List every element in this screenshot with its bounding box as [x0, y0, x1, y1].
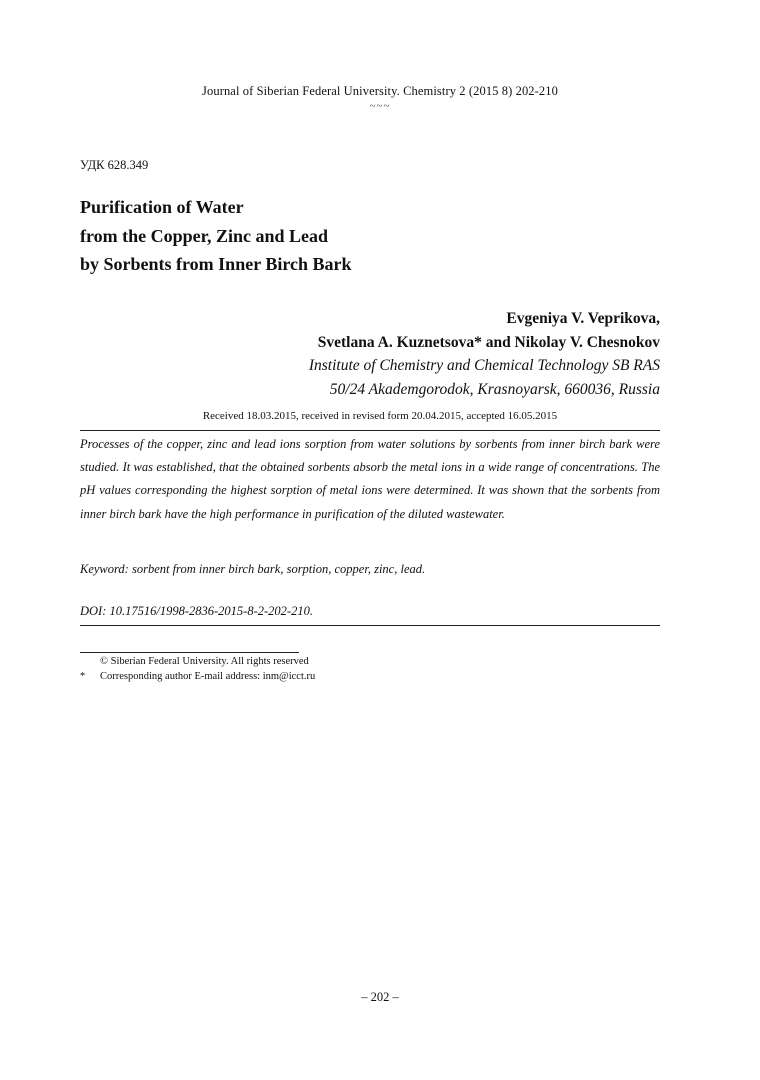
- author-line-1: Evgeniya V. Veprikova,: [506, 310, 660, 327]
- keywords: Keyword: sorbent from inner birch bark, sorption, copper, zinc, lead.: [80, 562, 426, 576]
- title-line-1: Purification of Water: [80, 197, 244, 217]
- footnote-copyright: [80, 656, 309, 667]
- author-block: [100, 307, 660, 401]
- title-line-3: by Sorbents from Inner Birch Bark: [80, 254, 352, 274]
- abstract-top-rule: [80, 430, 660, 431]
- abstract-bottom-rule: [80, 625, 660, 626]
- asterisk-mark: *: [80, 671, 86, 682]
- page-number: – 202 –: [361, 990, 399, 1004]
- footnote-corresponding: [80, 671, 315, 682]
- footnote-rule: [80, 652, 299, 653]
- copyright-text: © Siberian Federal University. All rights reserved: [100, 656, 309, 667]
- journal-header: Journal of Siberian Federal University. Chemistry 2 (2015 8) 202-210: [202, 84, 558, 98]
- corresponding-author-text: Corresponding author E-mail address: inm@icct.ru: [100, 671, 316, 682]
- title-line-2: from the Copper, Zinc and Lead: [80, 225, 329, 246]
- doi: DOI: 10.17516/1998-2836-2015-8-2-202-210.: [80, 604, 313, 618]
- affiliation-line-2: 50/24 Akademgorodok, Krasnoyarsk, 660036, Russia: [329, 380, 660, 398]
- affiliation-line-1: Institute of Chemistry and Chemical Technology SB RAS: [308, 357, 660, 374]
- abstract-text: Processes of the copper, zinc and lead ions sorption from water solutions by sorbents from inner birch bark were studied. It was established, that the obtained sorbents absorb the metal ions in a wide range of concentrations. The pH values corresponding the highest sorption of metal ions were determined. It was shown that the sorbents from inner birch bark have the high performance in purification of the diluted wastewater.: [80, 437, 660, 521]
- udk-code: УДК 628.349: [80, 158, 149, 172]
- article-title: [80, 193, 640, 279]
- received-dates: Received 18.03.2015, received in revised form 20.04.2015, accepted 16.05.2015: [202, 410, 558, 422]
- author-line-2: Svetlana A. Kuznetsova* and Nikolay V. Chesnokov: [317, 333, 660, 351]
- header-ornament: ~~~: [369, 100, 391, 112]
